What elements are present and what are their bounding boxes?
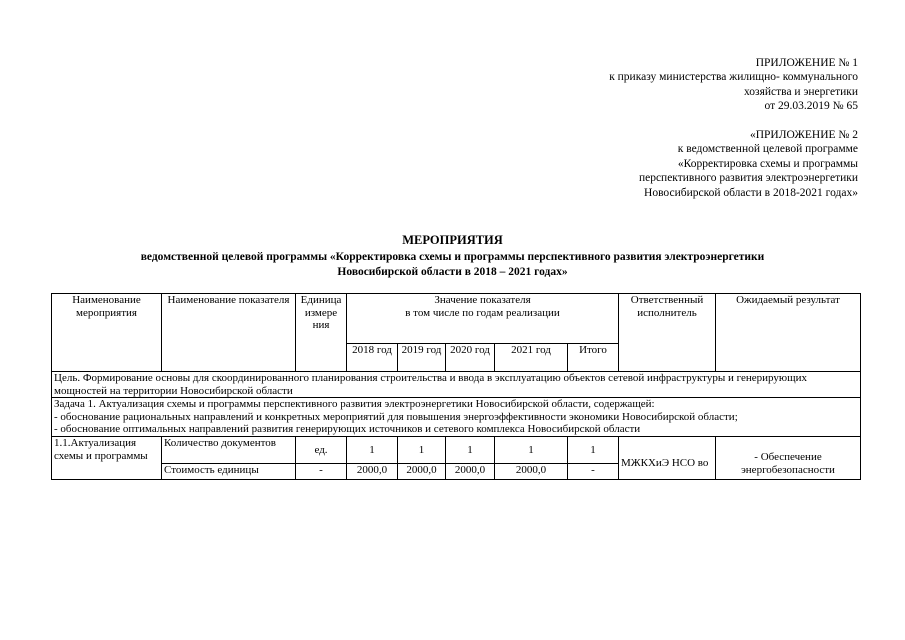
header-year-2019: 2019 год — [398, 344, 446, 372]
subtitle-line: Новосибирской области в 2018 – 2021 годах» — [337, 265, 568, 278]
header-year-2021: 2021 год — [495, 344, 568, 372]
value-total-cell: - — [568, 463, 619, 479]
value-2020-cell: 1 — [446, 436, 495, 463]
value-2021-cell: 1 — [495, 436, 568, 463]
appendix-1-line: ПРИЛОЖЕНИЕ № 1 — [755, 57, 858, 69]
header-result: Ожидаемый результат — [716, 294, 861, 372]
indicator-cell: Количество документов — [162, 436, 296, 463]
value-2018-cell: 1 — [347, 436, 398, 463]
appendix-2-line: «Корректировка схемы и программы — [677, 157, 858, 170]
page-cut-off — [0, 540, 905, 640]
goal-text: Цель. Формирование основы для скоординированного планирования строительства и ввода в эксплуатацию объектов сетевой инфраструктуры и генерирующих мощностей на территории Новосибирской области — [52, 372, 861, 398]
unit-cell: - — [296, 463, 347, 479]
value-2019-cell: 2000,0 — [398, 463, 446, 479]
indicator-cell: Стоимость единицы — [162, 463, 296, 479]
appendix-2-line: перспективного развития электроэнергетики — [638, 172, 858, 185]
appendix-2-line: к ведомственной целевой программе — [677, 143, 858, 156]
header-total: Итого — [568, 344, 619, 372]
header-value-line: в том числе по годам реализации — [405, 306, 560, 319]
appendix-1-header — [609, 56, 858, 114]
result-cell: - Обеспечение энергобезопасности — [716, 436, 861, 479]
task-line: - обоснование рациональных направлений и конкретных мероприятий для повышения энергоэффективности экономики Новосибирской области; — [54, 410, 738, 423]
value-2021-cell: 2000,0 — [495, 463, 568, 479]
appendix-2-line: «ПРИЛОЖЕНИЕ № 2 — [749, 129, 858, 141]
header-year-2020: 2020 год — [446, 344, 495, 372]
header-unit: Единица измере ния — [296, 294, 347, 372]
value-2019-cell: 1 — [398, 436, 446, 463]
executor-cell: МЖКХиЭ НСО во — [619, 436, 716, 479]
header-value — [347, 294, 619, 344]
activities-table — [51, 293, 861, 480]
value-2018-cell: 2000,0 — [347, 463, 398, 479]
activity-cell: 1.1.Актуализация схемы и программы — [52, 436, 162, 479]
task-line: Задача 1. Актуализация схемы и программы перспективного развития электроэнергетики Новосибирской области, содержащей: — [54, 398, 655, 411]
value-total-cell: 1 — [568, 436, 619, 463]
header-activity: Наименование мероприятия — [52, 294, 162, 372]
header-indicator: Наименование показателя — [162, 294, 296, 372]
appendix-1-line: от 29.03.2019 № 65 — [764, 100, 858, 113]
value-2020-cell: 2000,0 — [446, 463, 495, 479]
subtitle-line: ведомственной целевой программы «Корректировка схемы и программы перспективного развития электроэнергетики — [140, 251, 765, 263]
appendix-1-line: к приказу министерства жилищно- коммунального — [609, 71, 858, 84]
document-subtitle — [0, 250, 905, 279]
task-row — [52, 398, 861, 437]
appendix-2-line: Новосибирской области в 2018-2021 годах» — [644, 186, 858, 199]
header-year-2018: 2018 год — [347, 344, 398, 372]
table-header-row — [52, 294, 861, 344]
appendix-1-line: хозяйства и энергетики — [743, 85, 858, 98]
task-line: - обоснование оптимальных направлений развития генерирующих источников и сетевого комплекса Новосибирской области — [54, 423, 641, 436]
header-executor: Ответственный исполнитель — [619, 294, 716, 372]
task-text — [52, 398, 861, 437]
document-title: МЕРОПРИЯТИЯ — [402, 233, 503, 247]
goal-row — [52, 372, 861, 398]
appendix-2-header — [639, 128, 858, 200]
table-row — [52, 436, 861, 463]
unit-cell: ед. — [296, 436, 347, 463]
header-value-line: Значение показателя — [434, 294, 531, 306]
